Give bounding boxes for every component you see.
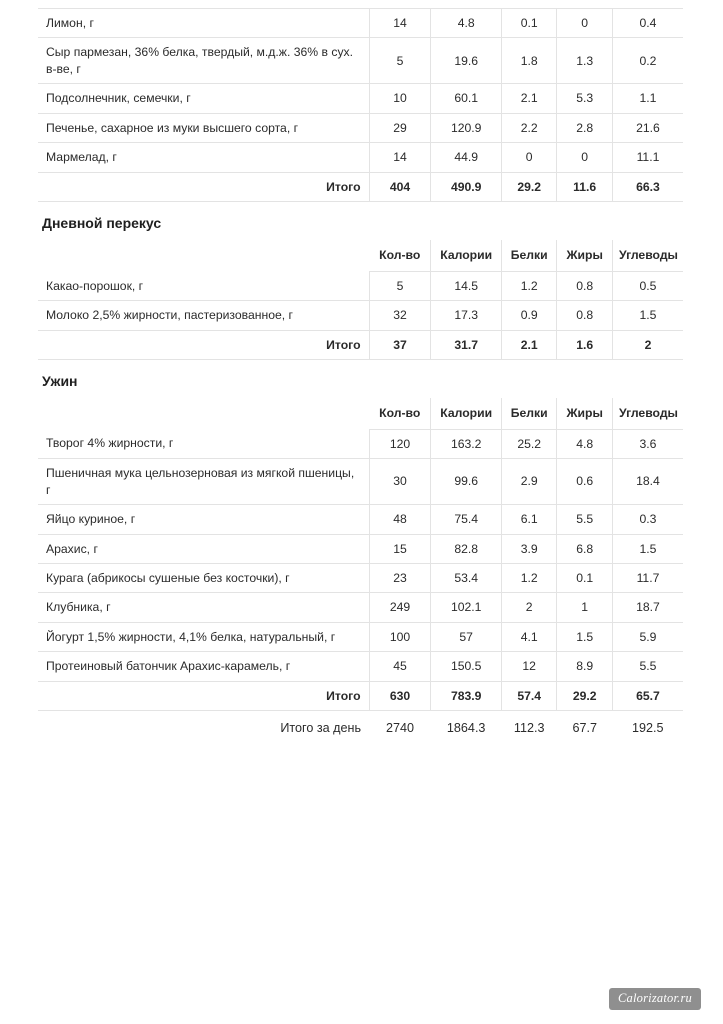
column-header-name [38, 398, 369, 429]
total-qty: 404 [369, 172, 431, 201]
food-qty: 32 [369, 301, 431, 330]
food-calories: 17.3 [431, 301, 501, 330]
watermark-calorizator: Calorizator.ru [609, 988, 701, 1010]
total-label: Итого [38, 172, 369, 201]
food-fat: 4.8 [557, 429, 613, 458]
food-carbs: 1.5 [612, 534, 683, 563]
meal-total-row [38, 681, 683, 710]
food-name: Лимон, г [38, 9, 369, 38]
column-header-carbs: Углеводы [612, 240, 683, 271]
total-label: Итого [38, 681, 369, 710]
food-protein: 25.2 [501, 429, 557, 458]
meal-total-row [38, 172, 683, 201]
day-total-qty: 2740 [385, 721, 414, 736]
column-header-protein: Белки [501, 398, 557, 429]
food-protein: 1.2 [501, 563, 557, 592]
food-fat: 1.3 [557, 38, 613, 84]
total-fat: 29.2 [557, 681, 613, 710]
food-name: Клубника, г [38, 593, 369, 622]
meal-table-1 [38, 8, 683, 202]
food-calories: 60.1 [431, 84, 501, 113]
table-row [38, 9, 683, 38]
food-qty: 120 [369, 429, 431, 458]
food-carbs: 18.7 [612, 593, 683, 622]
food-qty: 45 [369, 652, 431, 681]
meal-2-header [38, 240, 683, 271]
food-calories: 53.4 [431, 563, 501, 592]
food-fat: 5.3 [557, 84, 613, 113]
food-carbs: 5.5 [612, 652, 683, 681]
day-total-carbs: 192.5 [631, 721, 664, 736]
food-fat: 0.1 [557, 563, 613, 592]
food-fat: 5.5 [557, 505, 613, 534]
total-calories: 783.9 [431, 681, 501, 710]
food-qty: 29 [369, 113, 431, 142]
table-row [38, 534, 683, 563]
column-header-qty: Кол-во [369, 240, 431, 271]
food-name: Молоко 2,5% жирности, пастеризованное, г [38, 301, 369, 330]
food-carbs: 0.2 [612, 38, 683, 84]
total-qty: 37 [369, 330, 431, 359]
food-protein: 2.2 [501, 113, 557, 142]
food-fat: 8.9 [557, 652, 613, 681]
column-header-calories: Калории [431, 240, 501, 271]
food-protein: 0.9 [501, 301, 557, 330]
day-total-protein: 112.3 [513, 721, 545, 736]
food-carbs: 18.4 [612, 459, 683, 505]
food-fat: 6.8 [557, 534, 613, 563]
food-carbs: 11.1 [612, 143, 683, 172]
food-calories: 44.9 [431, 143, 501, 172]
food-name: Печенье, сахарное из муки высшего сорта, г [38, 113, 369, 142]
food-fat: 2.8 [557, 113, 613, 142]
column-header-calories: Калории [431, 398, 501, 429]
total-calories: 490.9 [431, 172, 501, 201]
total-carbs: 65.7 [612, 681, 683, 710]
meal-table-3 [38, 398, 683, 746]
food-qty: 23 [369, 563, 431, 592]
day-total-fat: 67.7 [572, 721, 597, 736]
food-protein: 0 [501, 143, 557, 172]
food-fat: 0.6 [557, 459, 613, 505]
food-protein: 12 [501, 652, 557, 681]
column-header-qty: Кол-во [369, 398, 431, 429]
food-calories: 120.9 [431, 113, 501, 142]
food-fat: 1.5 [557, 622, 613, 651]
food-carbs: 0.5 [612, 271, 683, 300]
meal-3-header [38, 398, 683, 429]
food-fat: 0.8 [557, 301, 613, 330]
food-name: Пшеничная мука цельнозерновая из мягкой пшеницы, г [38, 459, 369, 505]
meal-title-uzhin: Ужин [42, 373, 78, 390]
food-qty: 48 [369, 505, 431, 534]
food-fat: 1 [557, 593, 613, 622]
column-header-carbs: Углеводы [612, 398, 683, 429]
food-name: Подсолнечник, семечки, г [38, 84, 369, 113]
table-row [38, 563, 683, 592]
food-qty: 14 [369, 143, 431, 172]
food-calories: 102.1 [431, 593, 501, 622]
day-total-calories: 1864.3 [446, 721, 486, 736]
food-name: Протеиновый батончик Арахис-карамель, г [38, 652, 369, 681]
table-header-row [38, 398, 683, 429]
food-protein: 0.1 [501, 9, 557, 38]
table-header-row [38, 240, 683, 271]
food-protein: 4.1 [501, 622, 557, 651]
food-name: Творог 4% жирности, г [38, 429, 369, 458]
food-carbs: 21.6 [612, 113, 683, 142]
table-row [38, 652, 683, 681]
table-row [38, 271, 683, 300]
total-qty: 630 [369, 681, 431, 710]
food-protein: 6.1 [501, 505, 557, 534]
table-row [38, 38, 683, 84]
food-calories: 82.8 [431, 534, 501, 563]
total-carbs: 2 [612, 330, 683, 359]
total-protein: 29.2 [501, 172, 557, 201]
food-carbs: 3.6 [612, 429, 683, 458]
food-protein: 2.1 [501, 84, 557, 113]
food-fat: 0 [557, 143, 613, 172]
food-protein: 3.9 [501, 534, 557, 563]
meal-total-row [38, 330, 683, 359]
day-total-row [38, 711, 683, 747]
food-calories: 163.2 [431, 429, 501, 458]
food-fat: 0 [557, 9, 613, 38]
food-qty: 5 [369, 271, 431, 300]
food-name: Какао-порошок, г [38, 271, 369, 300]
food-calories: 4.8 [431, 9, 501, 38]
total-protein: 2.1 [501, 330, 557, 359]
food-name: Йогурт 1,5% жирности, 4,1% белка, натуральный, г [38, 622, 369, 651]
food-carbs: 11.7 [612, 563, 683, 592]
food-qty: 249 [369, 593, 431, 622]
food-qty: 10 [369, 84, 431, 113]
column-header-name [38, 240, 369, 271]
food-protein: 2 [501, 593, 557, 622]
food-protein: 1.2 [501, 271, 557, 300]
food-carbs: 0.3 [612, 505, 683, 534]
food-name: Арахис, г [38, 534, 369, 563]
column-header-fat: Жиры [557, 240, 613, 271]
food-qty: 14 [369, 9, 431, 38]
total-label: Итого [38, 330, 369, 359]
food-carbs: 5.9 [612, 622, 683, 651]
food-qty: 15 [369, 534, 431, 563]
table-row [38, 429, 683, 458]
food-carbs: 1.1 [612, 84, 683, 113]
food-protein: 2.9 [501, 459, 557, 505]
table-row [38, 143, 683, 172]
total-calories: 31.7 [431, 330, 501, 359]
food-qty: 5 [369, 38, 431, 84]
food-qty: 100 [369, 622, 431, 651]
day-total-label: Итого за день [280, 721, 362, 736]
food-carbs: 1.5 [612, 301, 683, 330]
food-fat: 0.8 [557, 271, 613, 300]
food-name: Яйцо куриное, г [38, 505, 369, 534]
food-protein: 1.8 [501, 38, 557, 84]
food-calories: 150.5 [431, 652, 501, 681]
table-row [38, 505, 683, 534]
table-row [38, 84, 683, 113]
table-row [38, 113, 683, 142]
food-name: Сыр пармезан, 36% белка, твердый, м.д.ж. 36% в сух. в-ве, г [38, 38, 369, 84]
meal-3-rows [38, 429, 683, 746]
total-fat: 11.6 [557, 172, 613, 201]
food-calories: 19.6 [431, 38, 501, 84]
food-calories: 99.6 [431, 459, 501, 505]
table-row [38, 622, 683, 651]
food-calories: 57 [431, 622, 501, 651]
total-carbs: 66.3 [612, 172, 683, 201]
food-calories: 14.5 [431, 271, 501, 300]
table-row [38, 301, 683, 330]
column-header-protein: Белки [501, 240, 557, 271]
food-calories: 75.4 [431, 505, 501, 534]
total-fat: 1.6 [557, 330, 613, 359]
food-name: Курага (абрикосы сушеные без косточки), г [38, 563, 369, 592]
table-row [38, 593, 683, 622]
column-header-fat: Жиры [557, 398, 613, 429]
food-qty: 30 [369, 459, 431, 505]
meal-table-2 [38, 240, 683, 360]
meal-2-rows [38, 271, 683, 359]
total-protein: 57.4 [501, 681, 557, 710]
meal-1-rows [38, 9, 683, 202]
table-row [38, 459, 683, 505]
food-name: Мармелад, г [38, 143, 369, 172]
meal-title-dnevnoy-perekus: Дневной перекус [42, 215, 162, 232]
food-carbs: 0.4 [612, 9, 683, 38]
